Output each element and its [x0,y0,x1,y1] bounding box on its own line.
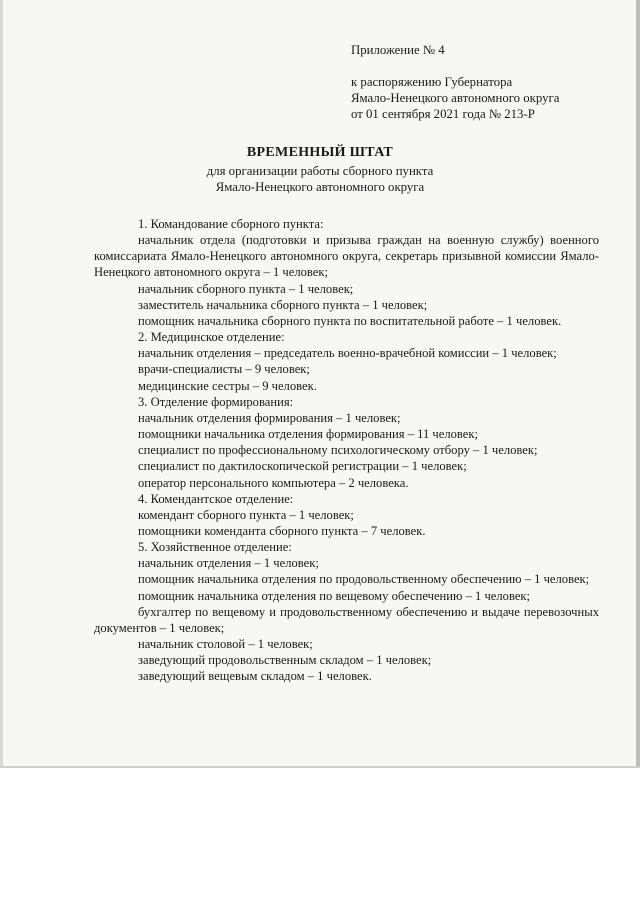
list-item: помощник начальника отделения по продовольственному обеспечению – 1 человек; [138,572,590,587]
list-item: бухгалтер по вещевому и продовольственному обеспечению и выдаче перевозочных документов – 1 человек; [94,604,599,635]
list-item: заместитель начальника сборного пункта – 1 человек; [138,297,428,312]
list-item: начальник сборного пункта – 1 человек; [138,281,354,296]
list-item: заведующий вещевым складом – 1 человек. [138,669,372,684]
annex-line-3: от 01 сентября 2021 года № 213-Р [351,107,535,121]
subtitle-line-1: для организации работы сборного пункта [206,164,434,178]
list-item: помощники начальника отделения формирования – 11 человек; [138,427,478,442]
scan-bottom-edge [0,766,640,768]
document-subtitle [0,163,640,195]
list-item: начальник отделения формирования – 1 человек; [138,410,401,425]
annex-gap [351,58,559,74]
section-heading: 1. Командование сборного пункта: [138,217,324,231]
scan-left-edge [0,0,3,768]
staff-list [94,216,599,685]
annex-number: Приложение № 4 [351,43,445,57]
list-item: специалист по профессиональному психологическому отбору – 1 человек; [138,443,538,458]
list-item: начальник отдела (подготовки и призыва граждан на военную службу) военного комиссариата Ямало-Ненецкого автономного округа, секретарь призывной комиссии Ямало-Ненецкого автономного округа – 1 человек; [94,233,599,280]
document-title: ВРЕМЕННЫЙ ШТАТ [246,145,394,160]
list-item: начальник отделения – председатель военно-врачебной комиссии – 1 человек; [138,346,557,361]
list-item: заведующий продовольственным складом – 1 человек; [138,653,432,668]
scan-right-edge [636,0,640,768]
list-item: медицинские сестры – 9 человек. [138,378,317,393]
list-item: помощник начальника отделения по вещевому обеспечению – 1 человек; [138,588,531,603]
list-item: начальник отделения – 1 человек; [138,556,319,571]
section-heading: 4. Комендантское отделение: [138,491,294,506]
annex-block [351,42,559,122]
section-heading: 2. Медицинское отделение: [138,330,285,345]
annex-line-2: Ямало-Ненецкого автономного округа [351,91,560,105]
list-item: начальник столовой – 1 человек; [138,637,313,652]
list-item: врачи-специалисты – 9 человек; [138,362,310,377]
annex-line-1: к распоряжению Губернатора [351,75,513,89]
section-heading: 3. Отделение формирования: [138,394,294,409]
list-item: помощник начальника сборного пункта по воспитательной работе – 1 человек. [138,313,562,328]
list-item: оператор персонального компьютера – 2 человека. [138,475,409,490]
subtitle-line-2: Ямало-Ненецкого автономного округа [215,180,425,194]
list-item: специалист по дактилоскопической регистрации – 1 человек; [138,459,467,474]
list-item: помощники коменданта сборного пункта – 7 человек. [138,523,426,538]
list-item: комендант сборного пункта – 1 человек; [138,507,354,522]
section-heading: 5. Хозяйственное отделение: [138,540,292,555]
